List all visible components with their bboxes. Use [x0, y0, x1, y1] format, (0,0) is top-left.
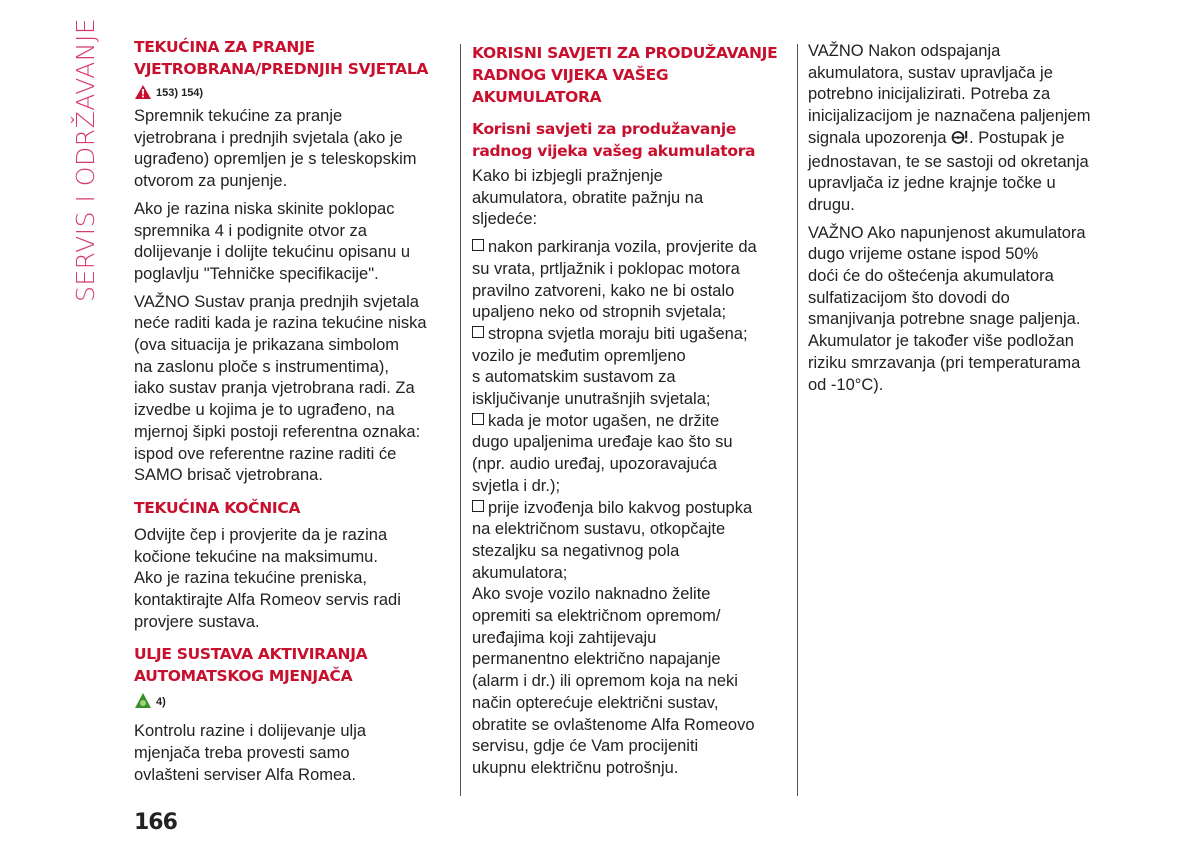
environment-reference	[134, 691, 450, 713]
text-line: vozilo je međutim opremljeno	[472, 346, 686, 365]
battery-heading-line: KORISNI SAVJETI ZA PRODUŽAVANJE	[472, 44, 778, 62]
text-line: permanentno električno napajanje	[472, 650, 721, 669]
text-line: VAŽNO Sustav pranja prednjih svjetala	[134, 292, 419, 311]
text-line: Ako je razina niska skinite poklopac	[134, 199, 395, 218]
washer-paragraph-2	[134, 199, 450, 286]
column-divider-1	[460, 44, 461, 796]
list-item	[472, 324, 790, 411]
washer-heading-line: TEKUĆINA ZA PRANJE	[134, 38, 315, 56]
text-line: smanjivanja potrebne snage paljenja.	[808, 310, 1081, 329]
text-line: upaljeno neko od stropnih svjetala;	[472, 303, 727, 322]
text-line: (alarm i dr.) ili opremom koja na neki	[472, 672, 738, 691]
text-line: mjenjača treba provesti samo	[134, 744, 350, 763]
text-line: Spremnik tekućine za pranje	[134, 107, 343, 125]
text-line: dugo vrijeme ostane ispod 50%	[808, 245, 1039, 264]
washer-heading-line: VJETROBRANA/PREDNJIH SVJETALA	[134, 60, 429, 78]
text-line: servisu, gdje će Vam procijeniti	[472, 737, 699, 756]
text-line: od -10°C).	[808, 375, 884, 394]
column-2	[472, 42, 790, 780]
text-fragment: . Postupak je	[969, 128, 1065, 147]
text-line: Kontrolu razine i dolijevanje ulja	[134, 722, 367, 741]
battery-charge-note	[808, 223, 1128, 397]
text-line: svjetla i dr.);	[472, 476, 561, 495]
battery-subheading-line: radnog vijeka vašeg akumulatora	[472, 142, 756, 160]
text-line: dugo upaljenima uređaje kao što su	[472, 433, 733, 452]
steering-init-note	[808, 41, 1128, 217]
text-line: ukupnu električnu potrošnju.	[472, 758, 679, 777]
battery-intro	[472, 166, 790, 231]
text-line: način opterećuje električni sustav,	[472, 693, 719, 712]
battery-heading-line: RADNOG VIJEKA VAŠEG	[472, 66, 669, 84]
text-line: VAŽNO Nakon odspajanja	[808, 42, 1001, 60]
text-line: uređajima koji zahtijevaju	[472, 628, 657, 647]
text-line: doći će do oštećenja akumulatora	[808, 267, 1054, 286]
section-side-tab	[66, 17, 106, 302]
text-line: ispod ove referentne razine raditi će	[134, 444, 397, 463]
text-line: vjetrobrana i prednjih svjetala (ako je	[134, 128, 403, 147]
warning-triangle-icon	[134, 84, 152, 103]
text-line: iako sustav pranja vjetrobrana radi. Za	[134, 379, 415, 398]
checkbox-bullet-icon	[472, 326, 484, 338]
text-line: SAMO brisač vjetrobrana.	[134, 466, 323, 485]
text-line: obratite se ovlaštenome Alfa Romeovo	[472, 715, 755, 734]
bullet-text: nakon parkiranja vozila, provjerite da	[488, 238, 757, 257]
text-line: provjere sustava.	[134, 612, 260, 631]
page-number: 166	[134, 810, 177, 835]
list-item	[472, 498, 790, 585]
battery-bullet-list	[472, 237, 790, 584]
text-line: s automatskim sustavom za	[472, 368, 676, 387]
checkbox-bullet-icon	[472, 413, 484, 425]
text-line	[472, 237, 790, 259]
environment-reference-number: 4)	[156, 696, 166, 709]
text-line: isključivanje unutrašnjih svjetala;	[472, 390, 711, 409]
text-line: ugrađeno) opremljen je s teleskopskim	[134, 150, 417, 169]
bullet-text: stropna svjetla moraju biti ugašena;	[488, 324, 748, 343]
text-line	[472, 411, 790, 433]
text-line: su vrata, prtljažnik i poklopac motora	[472, 259, 740, 278]
battery-subheading-line: Korisni savjeti za produžavanje	[472, 120, 737, 138]
warning-reference-numbers: 153) 154)	[156, 87, 204, 99]
text-fragment: signala upozorenja	[808, 128, 947, 147]
text-line: poglavlju "Tehničke specifikacije".	[134, 264, 379, 283]
text-line: sulfatizacijom što dovodi do	[808, 288, 1010, 307]
text-line: sljedeće:	[472, 210, 538, 229]
battery-subheading	[472, 118, 790, 162]
text-line: inicijalizacijom je naznačena paljenjem	[808, 107, 1091, 126]
text-line: mjernoj šipki postoji referentna oznaka:	[134, 422, 421, 441]
steering-warning-icon	[951, 129, 969, 152]
section-side-tab-label: SERVIS I ODRŽAVANJE	[71, 17, 100, 302]
text-line: ovlašteni serviser Alfa Romea.	[134, 765, 356, 784]
text-line: Ako je razina tekućine preniska,	[134, 569, 367, 588]
text-line: neće raditi kada je razina tekućine niska	[134, 314, 427, 333]
text-line: Akumulator je također više podložan	[808, 332, 1074, 351]
gearbox-oil-heading	[134, 643, 450, 687]
text-line: stezaljku sa negativnog pola	[472, 541, 680, 560]
gearbox-heading-line: AUTOMATSKOG MJENJAČA	[134, 667, 353, 686]
gearbox-heading-line: ULJE SUSTAVA AKTIVIRANJA	[134, 645, 368, 664]
battery-outro	[472, 584, 790, 779]
column-1	[134, 36, 450, 787]
text-line	[808, 128, 1128, 152]
text-line: izvedbe u kojima je to ugrađeno, na	[134, 401, 395, 420]
text-line: otvorom za punjenje.	[134, 172, 288, 191]
text-line: akumulatora, obratite pažnju na	[472, 188, 704, 207]
text-line	[472, 498, 790, 520]
text-line: VAŽNO Ako napunjenost akumulatora	[808, 223, 1086, 242]
gearbox-oil-paragraph	[134, 721, 450, 786]
text-line: kočione tekućine na maksimumu.	[134, 547, 378, 566]
battery-heading-line: AKUMULATORA	[472, 88, 602, 106]
text-line: dolijevanje i dolijte tekućinu opisanu u	[134, 243, 411, 262]
text-line: kontaktirajte Alfa Romeov servis radi	[134, 591, 401, 610]
text-line: Kako bi izbjegli pražnjenje	[472, 167, 663, 185]
text-line	[472, 324, 790, 346]
text-line: (ova situacija je prikazana simbolom	[134, 336, 400, 355]
text-line: Odvijte čep i provjerite da je razina	[134, 525, 388, 544]
text-line: riziku smrzavanja (pri temperaturama	[808, 353, 1081, 372]
checkbox-bullet-icon	[472, 500, 484, 512]
list-item	[472, 237, 790, 324]
text-line: potrebno inicijalizirati. Potreba za	[808, 85, 1051, 104]
text-line: pravilno zatvoreni, kako ne bi ostalo	[472, 281, 735, 300]
washer-heading	[134, 36, 450, 80]
text-line: akumulatora, sustav upravljača je	[808, 63, 1053, 82]
bullet-text: kada je motor ugašen, ne držite	[488, 411, 720, 430]
washer-paragraph-1	[134, 106, 450, 193]
environment-warning-icon	[134, 692, 152, 713]
washer-paragraph-3	[134, 292, 450, 487]
warning-reference	[134, 82, 450, 104]
text-line: jednostavan, te se sastoji od okretanja	[808, 152, 1089, 171]
battery-heading	[472, 42, 790, 108]
brake-fluid-heading: TEKUĆINA KOČNICA	[134, 498, 301, 517]
checkbox-bullet-icon	[472, 239, 484, 251]
text-line: drugu.	[808, 195, 855, 214]
bullet-text: prije izvođenja bilo kakvog postupka	[488, 498, 753, 517]
text-line: (npr. audio uređaj, upozoravajuća	[472, 455, 717, 474]
column-3	[808, 41, 1128, 396]
text-line: akumulatora;	[472, 563, 568, 582]
column-divider-2	[797, 44, 798, 796]
text-line: opremiti sa električnom opremom/	[472, 607, 721, 626]
text-line: spremnika 4 i podignite otvor za	[134, 221, 367, 240]
list-item	[472, 411, 790, 498]
brake-fluid-paragraph	[134, 525, 450, 634]
text-line: upravljača iz jedne krajnje točke u	[808, 174, 1056, 193]
text-line: Ako svoje vozilo naknadno želite	[472, 585, 711, 604]
text-line: na zaslonu ploče s instrumentima),	[134, 357, 389, 376]
text-line: na električnom sustavu, otkopčajte	[472, 520, 726, 539]
